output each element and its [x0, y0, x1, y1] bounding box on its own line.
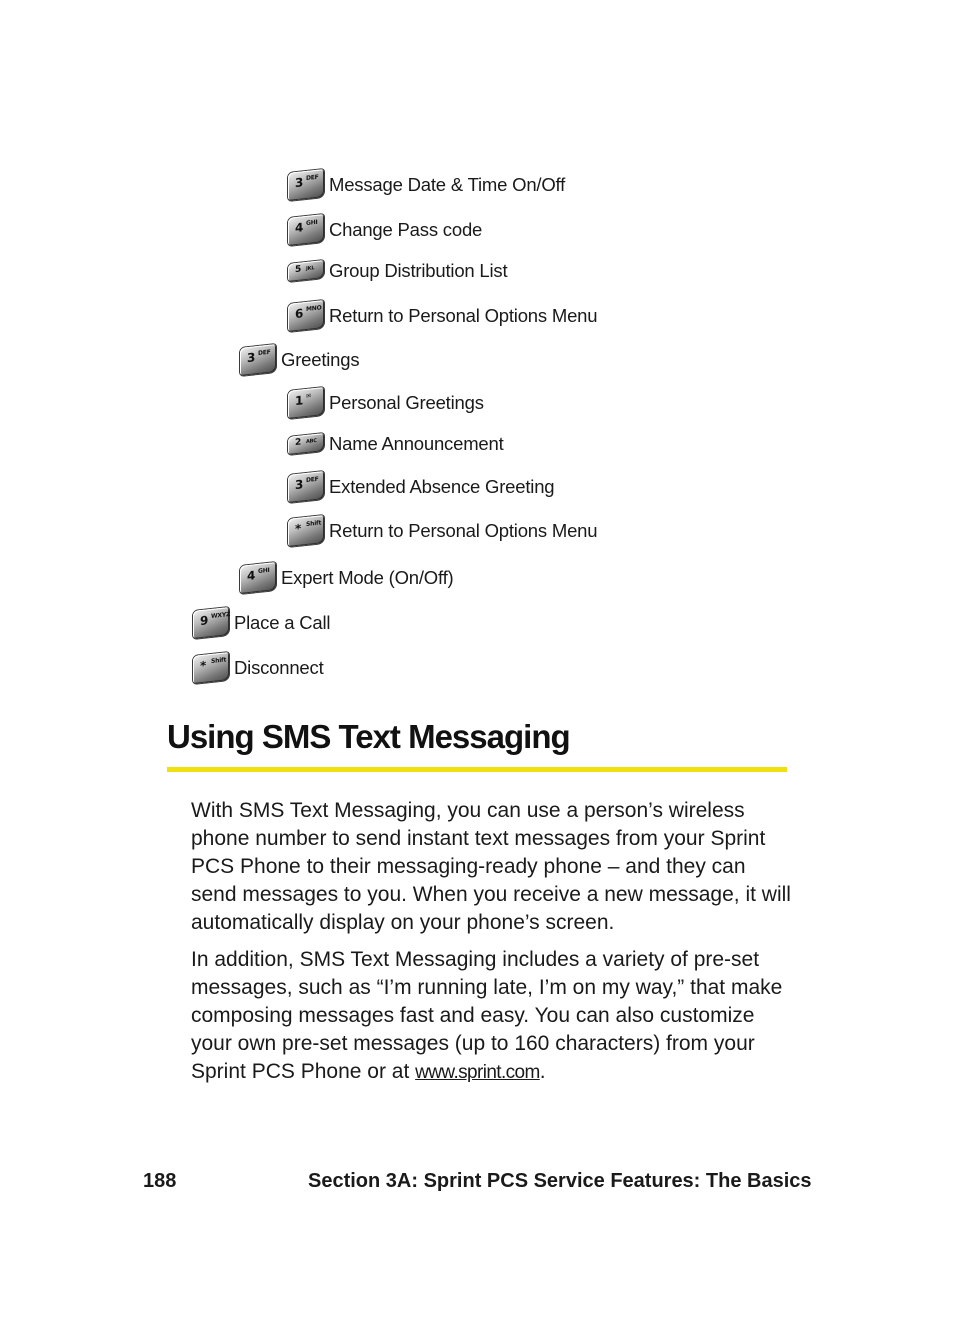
section-heading: Using SMS Text Messaging: [167, 718, 570, 755]
menu-item: [288, 299, 597, 333]
menu-item-label: Name Announcement: [329, 433, 504, 454]
menu-item-label: Extended Absence Greeting: [329, 476, 555, 497]
paragraph-text: In addition, SMS Text Messaging includes a variety of pre-set messages, such as “I’m running late, I’m on my way,” that make composing messages fast and easy. You can also customize your own pre-set messages (up to 160 characters) from your Sprint PCS Phone or at: [191, 948, 783, 1083]
key-9-icon: 9 WXYZ: [193, 607, 229, 639]
key-3-icon: 3 DEF: [288, 169, 324, 201]
menu-item: [288, 254, 507, 288]
menu-item: [240, 561, 454, 595]
menu-item-label: Change Pass code: [329, 219, 483, 240]
menu-item: [240, 343, 359, 377]
key-2-icon: 2 ABC: [288, 433, 324, 455]
key-4-icon: 4 GHI: [288, 214, 324, 246]
menu-item-label: Return to Personal Options Menu: [329, 305, 598, 326]
menu-item-label: Message Date & Time On/Off: [329, 174, 566, 195]
menu-item: [288, 213, 482, 247]
menu-item-label: Place a Call: [234, 612, 331, 633]
body-paragraph: [191, 946, 791, 1087]
menu-item-label: Disconnect: [234, 657, 324, 678]
key-4-icon: 4 GHI: [240, 562, 276, 594]
menu-item-label: Return to Personal Options Menu: [329, 520, 598, 541]
menu-item: [288, 514, 597, 548]
menu-item: [288, 386, 484, 420]
key-star-icon: * Shift: [288, 515, 324, 547]
menu-item: [193, 606, 330, 640]
menu-item-label: Group Distribution List: [329, 260, 508, 281]
key-star-icon: * Shift: [193, 652, 229, 684]
sprint-website-link[interactable]: www.sprint.com: [415, 1062, 540, 1083]
body-paragraph: With SMS Text Messaging, you can use a person’s wireless phone number to send instant text messages from your Sprint PCS Phone to their messaging-ready phone – and they can send messages to you. When you receive a new message, it will automatically display on your phone’s screen.: [191, 799, 791, 934]
menu-item-label: Expert Mode (On/Off): [281, 567, 454, 588]
page-number: 188: [143, 1170, 177, 1192]
key-1-icon: 1 ✉: [288, 387, 324, 419]
paragraph-end: .: [539, 1060, 546, 1083]
menu-item: [288, 168, 565, 202]
menu-item: [193, 651, 324, 685]
key-3-icon: 3 DEF: [288, 471, 324, 503]
heading-underline: [167, 767, 787, 772]
menu-item-label: Personal Greetings: [329, 392, 484, 413]
footer-section-title: Section 3A: Sprint PCS Service Features: The Basics: [308, 1170, 812, 1192]
menu-item: [288, 427, 504, 461]
key-6-icon: 6 MNO: [288, 300, 324, 332]
menu-item-label: Greetings: [281, 349, 360, 370]
key-3-icon: 3 DEF: [240, 344, 276, 376]
key-5-icon: 5 JKL: [288, 260, 324, 282]
menu-item: [288, 470, 554, 504]
